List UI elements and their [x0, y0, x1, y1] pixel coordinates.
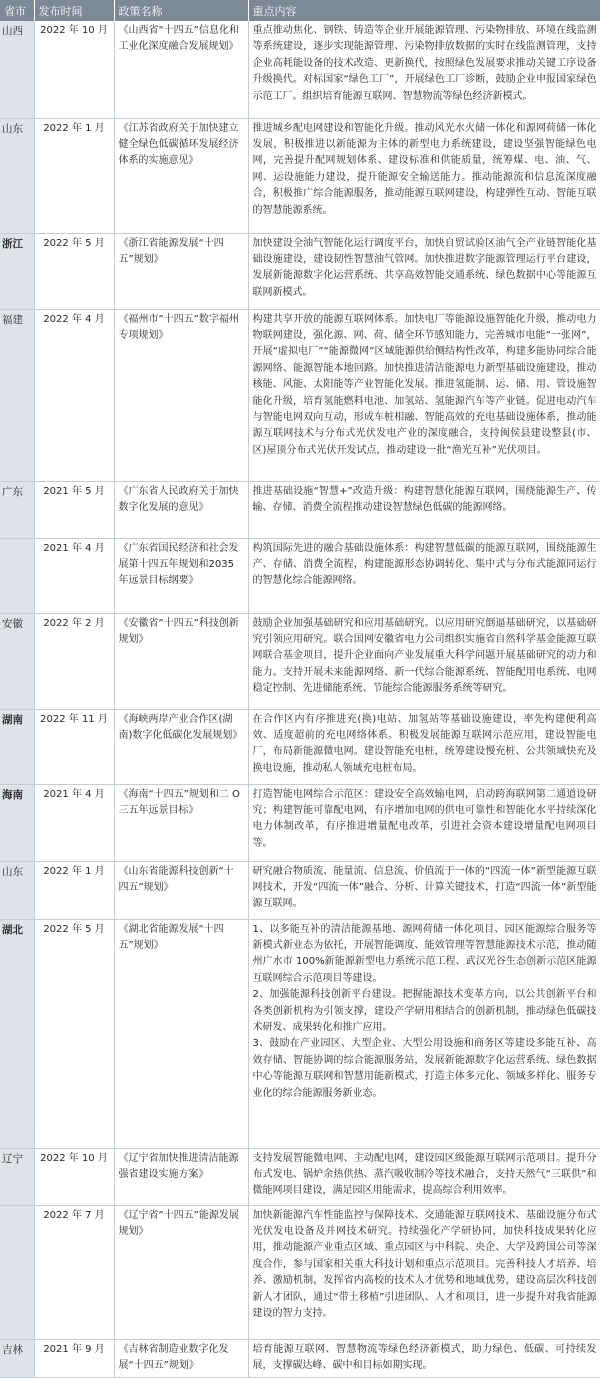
province-cell: 辽宁 [0, 1148, 34, 1205]
province-cell: 山西 [0, 21, 34, 118]
date-cell: 2021 年 4 月 [34, 784, 114, 861]
table-row [0, 919, 600, 1148]
date-cell: 2021 年 9 月 [34, 1339, 114, 1377]
date-cell: 2022 年 7 月 [34, 1205, 114, 1339]
policy-cell: 《海峡两岸产业合作区(湖南)数字化低碳化发展规划》 [114, 709, 248, 784]
content-paragraph: 推进城乡配电网建设和智能化升级。推动风光水火储一体化和源网荷储一体化发展，积极推进以新能源为主体的新型电力系统建设，建设坚强智能绿色电网，完善提升配网规划体系、建设标准和供能质量，统筹煤、电、油、气、网、运设施能力建设，提升能源安全输送能力。推动能源流和信息流深度融合，积极推广综合能源服务，推动能源互联网建设，构建弹性互动、智能互联的智慧能源系统。 [252, 122, 597, 216]
date-cell: 2022 年 11 月 [34, 709, 114, 784]
content-paragraph: 2、加强能源科技创新平台建设。把握能源技术变革方向，以公共创新平台和各类创新机构为引领支撑，建设产学研用相结合的创新机制，推动绿色低碳技术研发、成果转化和推广应用。 [252, 989, 597, 1033]
province-cell: 海南 [0, 784, 34, 861]
table-row [0, 709, 600, 784]
date-cell: 2021 年 4 月 [34, 538, 114, 613]
table-row [0, 233, 600, 309]
content-cell [248, 1339, 600, 1377]
content-paragraph: 加快新能源汽车性能监控与保障技术、交通能源互联网技术、基础设施分布式光伏发电设备及并网技术研究。持续强化产学研协同，加快科技成果转化应用，推动能源产业重点区域、重点园区与中科院、央企、大学及跨国公司等深度合作，参与国家相关重大科技计划和重点示范项目。完善科技人才培养、培养、激励机制，发挥省内高校的技术人才优势和地域优势，建设高层次科技创新人才团队，通过“带土移植”引进团队、人才和项目，进一步提升对我省能源建设的智力支持。 [252, 1209, 597, 1319]
policy-cell: 《山东省能源科技创新“十四五”规划》 [114, 861, 248, 919]
date-cell: 2021 年 5 月 [34, 481, 114, 538]
content-cell [248, 21, 600, 118]
header-province: 省市 [0, 0, 34, 21]
content-paragraph: 1、以多能互补的清洁能源基地、源网荷储一体化项目、园区能源综合服务等新模式新业态为依托，开展智能调度、能效管理等智慧能源技术示范，推动随州广水市 100%新能源新型电力系统示范工程、武汉光谷生态创新示范区能源互联网综合示范项目等建设。 [252, 923, 597, 984]
province-cell: 广东 [0, 481, 34, 538]
header-date: 发布时间 [34, 0, 114, 21]
content-cell [248, 481, 600, 538]
content-cell [248, 233, 600, 309]
table-row [0, 613, 600, 709]
content-cell [248, 118, 600, 233]
table-row [0, 481, 600, 538]
policy-cell: 《山西省“十四五”信息化和工业化深度融合发展规划》 [114, 21, 248, 118]
content-paragraph: 打造智能电网综合示范区：建设安全高效输电网，启动跨海联网第二通道设研究；构建智能可靠配电网，有序增加电网的供电可靠性和智能化水平持续深化电力体制改革，有序推进增量配电改革，引进社会资本建设增量配电网项目等。 [252, 788, 597, 849]
policy-cell: 《浙江省能源发展“十四五”规划》 [114, 233, 248, 309]
province-cell: 湖南 [0, 709, 34, 784]
policy-cell: 《湖北省能源发展“十四五”规划》 [114, 919, 248, 1148]
content-paragraph: 重点推动焦化、钢铁、铸造等企业开展能源管理、污染物排放、环境在线监测等系统建设，逐步实现能源管理、污染物排放数据的实时在线监测管理，支持企业高耗能设备的技术改造、更新换代，按照绿色发展要求推动关键工序设备升级换代。对标国家“绿色工厂”，开展绿色工厂诊断，鼓励企业申报国家绿色示范工厂。组织培育能源互联网、智慧物流等绿色经济新模式。 [252, 25, 597, 102]
table-row [0, 21, 600, 118]
content-paragraph: 培育能源互联网、智慧物流等绿色经济新模式，助力绿色、低碳、可持续发展，支撑碳达峰、碳中和目标如期实现。 [252, 1343, 597, 1371]
province-cell: 吉林 [0, 1339, 34, 1377]
content-paragraph: 鼓励企业加强基础研究和应用基础研究。以应用研究倒逼基础研究，以基础研究引领应用研究。联合国网安徽省电力公司组织实施省自然科学基金能源互联网联合基金项目，提升企业面向产业发展重大科学问题开展基础研究的动力和能力。支持开展未来能源网络、新一代综合能源系统、智能配用电系统、电网稳定控制、先进储能系统、节能综合能源服务系统等研究。 [252, 617, 597, 695]
date-cell: 2022 年 1 月 [34, 118, 114, 233]
province-cell: 山东 [0, 861, 34, 919]
policy-cell: 《江苏省政府关于加快建立健全绿色低碳循环发展经济体系的实施意见》 [114, 118, 248, 233]
table-row [0, 118, 600, 233]
content-paragraph: 构建共享开放的能源互联网体系。加快电厂等能源设施智能化升级，推动电力物联网建设，强化源、网、荷、储全环节感知能力，完善城市电能“一张网”，开展“虚拟电厂”“能源微网”区域能源供给侧结构性改革，构建多能协同综合能源网络、能源智能本地回路。加快推进清洁能源电力新型基础设施建设，推动核能、风能、太阳能等产业智能化发展。推进氢能制、运、储、用、管设施智能化升级，培育氢能燃料电池、加氢站、氢能源汽车等产业链。促进电动汽车与智能电网双向互动，形成车桩相融、智能高效的充电基础设施体系，推动能源互联网技术与分布式光伏发电产业的深度融合，支持闽侯县建设整县(市、区)屋顶分布式光伏开发试点，推动建设一批“渔光互补”光伏项目。 [252, 313, 597, 456]
date-cell: 2022 年 1 月 [34, 861, 114, 919]
content-paragraph: 支持发展智能微电网、主动配电网，建设园区级能源互联网示范项目。提升分布式发电、锅炉余热供热、蒸汽吸收制冷等技术融合，支持天然气“三联供”和微能网项目建设，满足园区用能需求，提高综合利用效率。 [252, 1152, 597, 1197]
policy-cell: 《福州市“十四五”数字福州专项规划》 [114, 309, 248, 481]
content-paragraph: 加快建设全油气智能化运行调度平台，加快自贸试验区油气全产业链智能化基础设施建设，建设韧性智慧油气管网。加快推进数字能源管理运行平台建设，发展新能源数字化运营系统、共享高效智能交通系统、绿色数据中心等能源互联网新模式。 [252, 237, 597, 298]
content-cell [248, 784, 600, 861]
content-paragraph: 3、鼓励在产业园区、大型企业、大型公用设施和商务区等建设多能互补、高效存储、智能协调的综合能源服务站，发展新能源数字化运营系统、绿色数据中心等能源互联网和智慧用能新模式，打造主体多元化、领域多样化、服务专业化的综合能源服务新业态。 [252, 1038, 597, 1099]
content-cell [248, 309, 600, 481]
header-policy: 政策名称 [114, 0, 248, 21]
policy-cell: 《辽宁省“十四五”能源发展规划》 [114, 1205, 248, 1339]
policy-cell: 《吉林省制造业数字化发展“十四五”规划》 [114, 1339, 248, 1377]
policy-cell: 《辽宁省加快推进清洁能源强省建设实施方案》 [114, 1148, 248, 1205]
content-paragraph: 研究融合物质流、能量流、信息流、价值流于一体的“四流一体”新型能源互联网技术，开发“四流一体”融合、分析、计算关键技术，打造“四流一体”新型能源互联网。 [252, 865, 597, 910]
content-cell [248, 709, 600, 784]
date-cell: 2022 年 10 月 [34, 21, 114, 118]
date-cell: 2022 年 10 月 [34, 1148, 114, 1205]
date-cell: 2022 年 4 月 [34, 309, 114, 481]
table-row [0, 784, 600, 861]
policy-cell: 《海南“十四五”规划和二 O 三五年远景目标》 [114, 784, 248, 861]
header-content: 重点内容 [248, 0, 600, 21]
province-cell: 山东 [0, 118, 34, 233]
table-row [0, 1205, 600, 1339]
date-cell: 2022 年 5 月 [34, 919, 114, 1148]
province-cell: 福建 [0, 309, 34, 481]
policy-cell: 《广东省人民政府关于加快数字化发展的意见》 [114, 481, 248, 538]
date-cell: 2022 年 2 月 [34, 613, 114, 709]
province-cell: 湖北 [0, 919, 34, 1148]
table-row [0, 861, 600, 919]
province-cell: 安徽 [0, 613, 34, 709]
table-header-row [0, 0, 600, 21]
content-paragraph: 在合作区内有序推进充(换)电站、加氢站等基础设施建设，率先构建便利高效、适度超前的充电网络体系。积极发展能源互联网示范应用，建设智能电厂，布局新能源微电网。建设智能充电桩，统筹建设慢充桩、公共领域快充及换电设施，推动私人领域充电桩布局。 [252, 713, 597, 774]
table-row [0, 309, 600, 481]
table-row [0, 1339, 600, 1377]
content-paragraph: 推进基础设施“智慧+”改造升级：构建智慧化能源互联网，围绕能源生产、传输、存储、消费全流程推动建设智慧绿色低碳的能源网络。 [252, 485, 597, 513]
content-cell [248, 919, 600, 1148]
content-paragraph: 构筑国际先进的融合基础设施体系：构建智慧低碳的能源互联网，围绕能源生产、存储、消费全流程，构建能源形态协调转化、集中式与分布式能源同运行的智慧化综合能源网络。 [252, 542, 597, 587]
content-cell [248, 861, 600, 919]
content-cell [248, 1148, 600, 1205]
content-cell [248, 1205, 600, 1339]
table-row [0, 538, 600, 613]
province-cell [0, 538, 34, 613]
policy-cell: 《安徽省“十四五”科技创新规划》 [114, 613, 248, 709]
date-cell: 2022 年 5 月 [34, 233, 114, 309]
table-row [0, 1148, 600, 1205]
province-cell: 浙江 [0, 233, 34, 309]
province-cell [0, 1205, 34, 1339]
content-cell [248, 613, 600, 709]
content-cell [248, 538, 600, 613]
policy-cell: 《广东省国民经济和社会发展第十四五年规划和2035年远景目标纲要》 [114, 538, 248, 613]
